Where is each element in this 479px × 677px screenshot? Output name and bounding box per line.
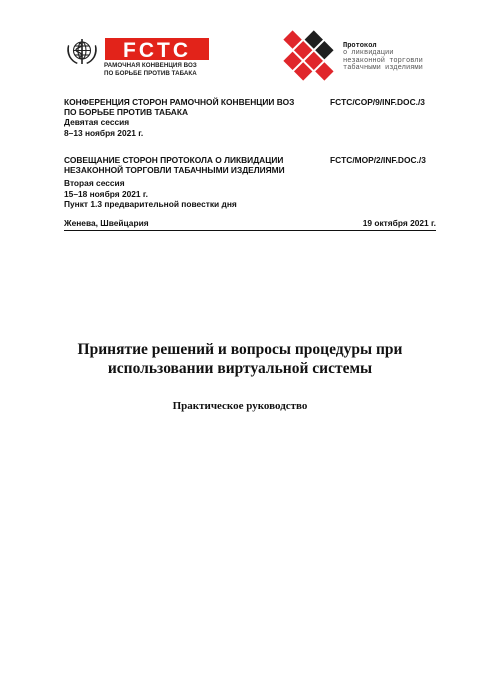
cop-header bbox=[64, 97, 294, 138]
protocol-caption bbox=[343, 43, 423, 73]
protocol-caption-line: табачными изделиями bbox=[343, 64, 423, 73]
mop-dates: 15–18 ноября 2021 г. bbox=[64, 188, 148, 199]
mop-heading-line: НЕЗАКОННОЙ ТОРГОВЛИ ТАБАЧНЫМИ ИЗДЕЛИЯМИ bbox=[64, 165, 285, 176]
mop-document-symbol: FCTC/MOP/2/INF.DOC./3 bbox=[330, 155, 426, 165]
protocol-title: Протокол bbox=[343, 42, 377, 50]
mop-heading-line: СОВЕЩАНИЕ СТОРОН ПРОТОКОЛА О ЛИКВИДАЦИИ bbox=[64, 155, 284, 165]
fctc-caption-line: РАМОЧНАЯ КОНВЕНЦИЯ ВОЗ bbox=[104, 62, 197, 69]
who-emblem-icon bbox=[64, 36, 100, 66]
cop-heading-line: ПО БОРЬБЕ ПРОТИВ ТАБАКА bbox=[64, 107, 188, 118]
mop-session: Вторая сессия bbox=[64, 178, 125, 189]
mop-header bbox=[64, 155, 285, 209]
protocol-diamond-icon bbox=[270, 27, 342, 89]
protocol-caption-line: незаконной торговли bbox=[343, 56, 423, 65]
fctc-logo-text: FCTC bbox=[123, 39, 191, 60]
cop-dates: 8–13 ноября 2021 г. bbox=[64, 127, 144, 138]
document-subtitle: Практическое руководство bbox=[172, 400, 308, 412]
cop-session: Девятая сессия bbox=[64, 117, 130, 128]
cop-document-symbol: FCTC/COP/9/INF.DOC./3 bbox=[330, 97, 425, 107]
place-city: Женева, Швейцария bbox=[64, 218, 149, 228]
fctc-caption-line: ПО БОРЬБЕ ПРОТИВ ТАБАКА bbox=[104, 69, 197, 77]
document-title-line: использовании виртуальной системы bbox=[107, 360, 373, 377]
mop-agenda-item: Пункт 1.3 предварительной повестки дня bbox=[64, 198, 237, 209]
document-date: 19 октября 2021 г. bbox=[362, 218, 436, 228]
document-title-line: Принятие решений и вопросы процедуры при bbox=[77, 341, 403, 358]
fctc-logo bbox=[105, 38, 209, 60]
protocol-caption-line: о ликвидации bbox=[343, 49, 394, 58]
fctc-caption bbox=[104, 62, 214, 77]
cop-heading-line: КОНФЕРЕНЦИЯ СТОРОН РАМОЧНОЙ КОНВЕНЦИИ ВОЗ bbox=[64, 97, 295, 107]
place-date-row bbox=[64, 218, 436, 231]
document-title bbox=[40, 340, 440, 378]
